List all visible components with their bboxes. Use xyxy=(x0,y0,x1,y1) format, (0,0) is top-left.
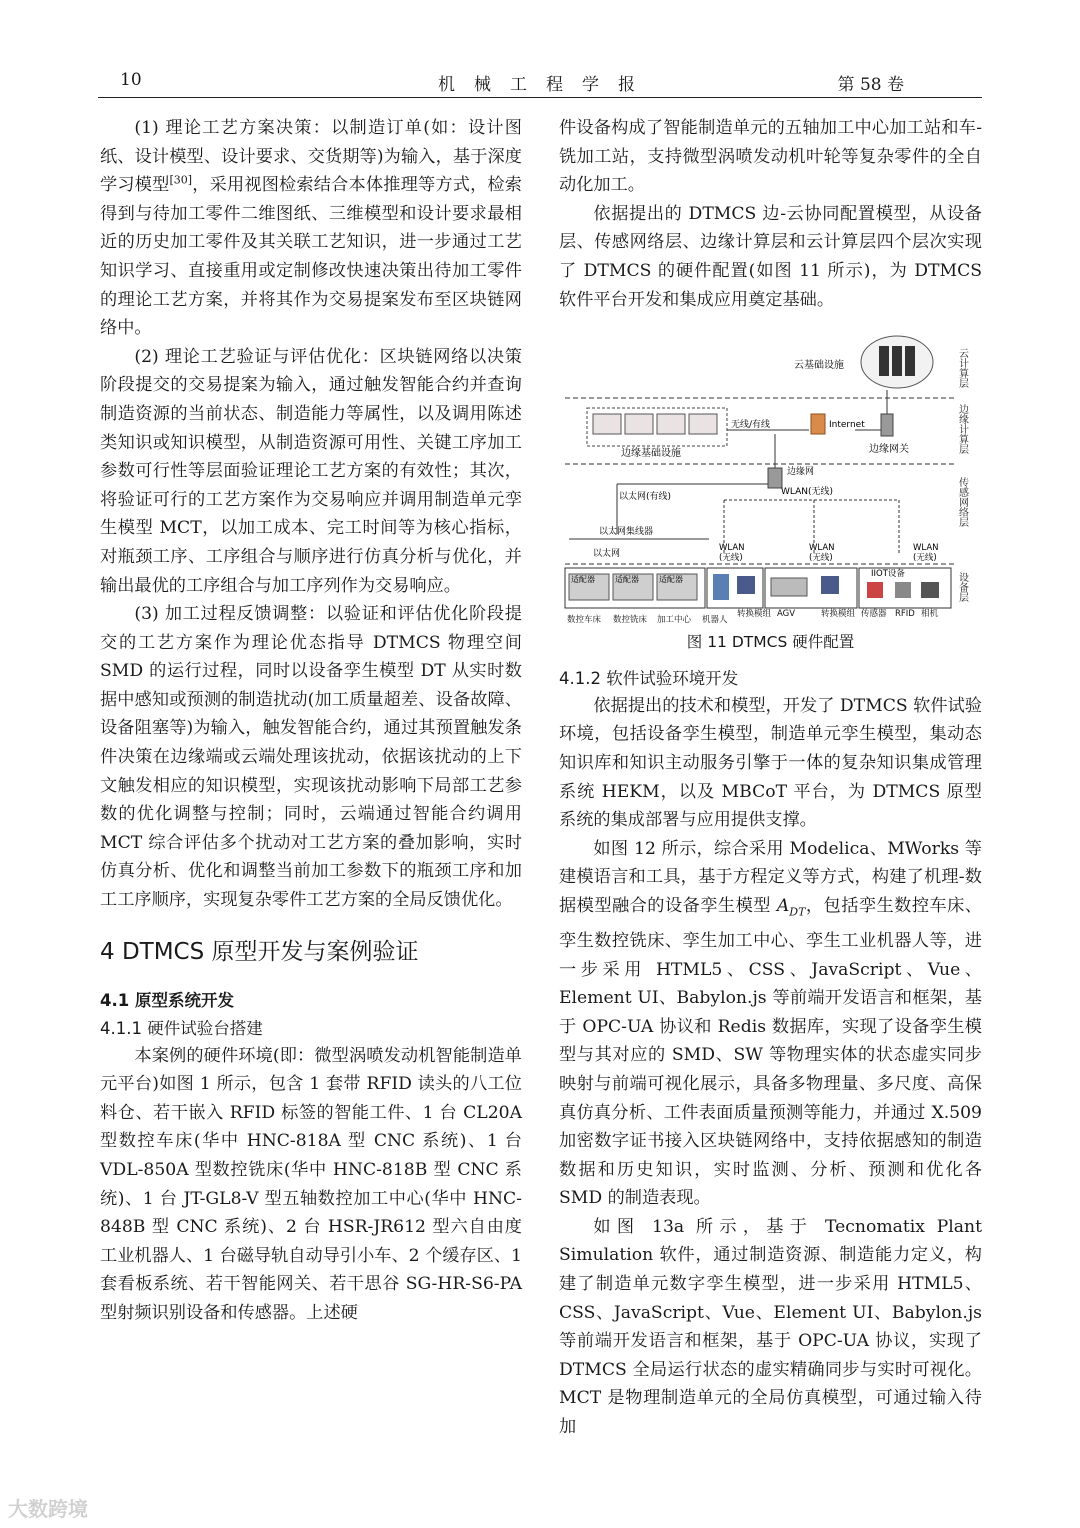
right-column xyxy=(559,114,982,1442)
volume-label: 第 58 卷 xyxy=(837,75,904,95)
sensor-icon xyxy=(867,582,883,598)
math-subscript-dt: DT xyxy=(789,905,806,919)
wlan-label-a: WLAN xyxy=(719,543,745,554)
edge-network-label: 边缘网 xyxy=(787,467,815,478)
paragraph-hardware-cont: 件设备构成了智能制造单元的五轴加工中心加工站和车-铣加工站，支持微型涡喷发动机叶轮等复杂零件的全自动化加工。 xyxy=(559,118,982,196)
figure-hardware-config xyxy=(559,324,982,624)
layer-label-cloud: 云计算层 xyxy=(956,348,968,389)
layer-label-edge: 边缘计算层 xyxy=(956,404,968,455)
rfid-icon xyxy=(895,582,911,598)
adapter-label-2: 适配器 xyxy=(615,575,639,585)
iiot-label: IIOT设备 xyxy=(871,569,905,580)
subsection-title: 4.1 原型系统开发 xyxy=(100,990,234,1010)
paragraph-software-env: 依据提出的技术和模型，开发了 DTMCS 软件试验环境，包括设备孪生模型，制造单元孪生模型，集动态知识库和知识主动服务引擎于一体的复杂知识集成管理系统 HEKM，以及 MBCoT 平台，为 DTMCS 原型系统的集成部署与应用提供支撑。 xyxy=(559,695,982,831)
paragraph-hardware-env: 本案例的硬件环境(即：微型涡喷发动机智能制造单元平台)如图 1 所示，包含 1 套带 RFID 读头的八工位料仓、若干嵌入 RFID 标签的智能工件、1 台 CL20A 型数控车床(华中 HNC-818A 型 CNC 系统)、1 台 VDL-850A 型数控铣床(华中 HNC-818B 型 CNC 系统)、1 台 JT-GL8-V 型五轴数控加工中心(华中 HNC-848B 型 CNC 系统)、2 台 HSR-JR612 型六自由度工业机器人、1 台磁导轨自动导引小车、2 个缓存区、1 套看板系统、若干智能网关、若干思谷 SG-HR-S6-PA 型射频识别设备和传感器。上述硬 xyxy=(100,1045,522,1323)
wlan-wireless-label: WLAN(无线) xyxy=(781,487,834,498)
hardware-diagram xyxy=(559,324,982,624)
paragraph-device-twin: 如图 12 所示，综合采用 Modelica、MWorks 等建模语言和工具，基于方程定义等方式，构建了机理-数据模型融合的设备孪生模型 $A_{DT}$，包括孪生数控车床、孪生数控铣床、孪生加工中心、孪生工业机器人等，进一步采用 HTML5、CSS、JavaScript、Vue、Element UI、Babylon.js 等前端开发语言和框架，基于 OPC-UA 协议和 Redis 数据库，实现了设备孪生模型与其对应的 SMD、SW 等物理实体的状态虚实同步映射与前端可视化展示，具备多物理量、多尺度、高保真仿真分析、工件表面质量预测等能力，并通过 X.509 加密数字证书接入区块链网络中，支持依据感知的制造数据和历史知识，实时监测、分析、预测和优化各 SMD 的制造表现。 xyxy=(559,838,982,1209)
paragraph-feedback-adjustment: (3) 加工过程反馈调整：以验证和评估优化阶段提交的工艺方案作为理论优态指导 DTMCS 物理空间 SMD 的运行过程，同时以设备孪生模型 DT 从实时数据中感知或预测的制造扰动(加工质量超差、设备故障、设备阻塞等)为输入，触发智能合约，通过其预置触发条件决策在边缘端或云端处理该扰动，依据该扰动的上下文触发相应的知识模型，实现该扰动影响下局部工艺参数的优化调整与控制；同时，云端通过智能合约调用 MCT 综合评估多个扰动对工艺方案的叠加影响，实时仿真分析、优化和调整当前加工参数下的瓶颈工序和加工工序顺序，实现复杂零件工艺方案的全局反馈优化。 xyxy=(100,604,522,911)
subsubsection-title-hardware: 4.1.1 硬件试验台搭建 xyxy=(100,1018,263,1038)
ethernet-wired-label: 以太网(有线) xyxy=(619,492,672,503)
layer-label-sensor: 传感网络层 xyxy=(956,477,968,528)
cloud-infra-label: 云基础设施 xyxy=(794,360,844,372)
device-label-converter-1: 转换模组 xyxy=(737,609,772,620)
paragraph-theory-decision: (1) 理论工艺方案决策：以制造订单(如：设计图纸、设计模型、设计要求、交货期等)为输入，基于深度学习模型[30]，采用视图检索结合本体推理等方式，检索得到与待加工零件二维图纸、三维模型和设计要求最相近的历史加工零件及其关联工艺知识，进一步通过工艺知识学习、直接重用或定制修改快速决策出待加工零件的理论工艺方案，并将其作为交易提案发布至区块链网络中。 xyxy=(100,118,522,339)
device-label-center: 加工中心 xyxy=(657,615,692,625)
wlan-label-b2: (无线) xyxy=(809,553,833,564)
robot-icon xyxy=(713,574,729,600)
device-label-lathe: 数控车床 xyxy=(567,615,602,625)
paragraph-hardware-config: 依据提出的 DTMCS 边-云协同配置模型，从设备层、传感网络层、边缘计算层和云计算层四个层次实现了 DTMCS 的硬件配置(如图 11 所示)，为 DTMCS 软件平台开发和集成应用奠定基础。 xyxy=(559,203,982,310)
edge-network-icon xyxy=(768,468,782,488)
converter-icon-1 xyxy=(737,576,755,594)
edge-gateway-icon xyxy=(881,414,893,436)
adapter-label-1: 适配器 xyxy=(571,575,595,585)
wlan-label-b: WLAN xyxy=(809,543,835,554)
firewall-icon xyxy=(811,414,825,434)
citation-ref[interactable]: [30] xyxy=(169,173,193,187)
device-label-robot: 机器人 xyxy=(702,615,728,625)
wlan-label-a2: (无线) xyxy=(719,553,743,564)
section-title: 4 DTMCS 原型开发与案例验证 xyxy=(100,938,419,965)
adapter-label-3: 适配器 xyxy=(659,575,683,585)
device-label-mill: 数控铣床 xyxy=(613,615,648,625)
layer-label-device: 设备层 xyxy=(956,572,968,603)
figure-caption: 图 11 DTMCS 硬件配置 xyxy=(686,633,855,652)
converter-icon-2 xyxy=(821,576,839,594)
device-label-rfid: RFID xyxy=(895,609,915,620)
wireless-wired-label: 无线/有线 xyxy=(731,420,771,431)
internet-label: Internet xyxy=(829,420,865,431)
cloud-server-icon xyxy=(879,346,915,376)
camera-icon xyxy=(921,582,939,598)
page-header xyxy=(98,64,982,98)
device-label-camera: 相机 xyxy=(921,609,939,620)
paragraph-cell-twin: 如图 13a 所示，基于 Tecnomatix Plant Simulation 软件，通过制造资源、制造能力定义，构建了制造单元数字孪生模型，进一步采用 HTML5、CSS、JavaScript、Vue、Element UI、Babylon.js 等前端开发语言和框架，基于 OPC-UA 协议，实现了 DTMCS 全局运行状态的虚实精确同步与实时可视化。MCT 是物理制造单元的全局仿真模型，可通过输入待加 xyxy=(559,1216,982,1438)
subsubsection-title-software: 4.1.2 软件试验环境开发 xyxy=(559,668,739,688)
ethernet-hub-label: 以太网集线器 xyxy=(599,527,654,538)
page-number: 10 xyxy=(120,70,142,90)
device-label-sensor: 传感器 xyxy=(861,609,887,620)
paragraph-theory-verification: (2) 理论工艺验证与评估优化：区块链网络以决策阶段提交的交易提案为输入，通过触发智能合约并查询制造资源的当前状态、制造能力等属性，以及调用陈述类知识或知识模型，从制造资源可用性、关键工序加工参数可行性等层面验证理论工艺方案的有效性；其次，将验证可行的工艺方案作为交易响应并调用制造单元孪生模型 MCT，以加工成本、完工时间等为核心指标，对瓶颈工序、工序组合与顺序进行仿真分析与优化，并输出最优的工序组合与加工序列作为交易响应。 xyxy=(100,346,522,596)
wlan-label-c2: (无线) xyxy=(913,553,937,564)
journal-name: 机械工程学报 xyxy=(438,75,654,95)
math-var-a: A xyxy=(776,895,790,916)
agv-icon xyxy=(771,578,807,596)
device-label-agv: AGV xyxy=(777,609,796,620)
device-label-converter-2: 转换模组 xyxy=(821,609,856,620)
wlan-label-c: WLAN xyxy=(913,543,939,554)
edge-gateway-label: 边缘网关 xyxy=(869,444,909,456)
left-column xyxy=(100,114,522,1328)
watermark-logo: 大数跨境 xyxy=(8,1497,88,1521)
ethernet-label: 以太网 xyxy=(593,549,621,560)
edge-infra-label: 边缘基础设施 xyxy=(621,448,681,460)
